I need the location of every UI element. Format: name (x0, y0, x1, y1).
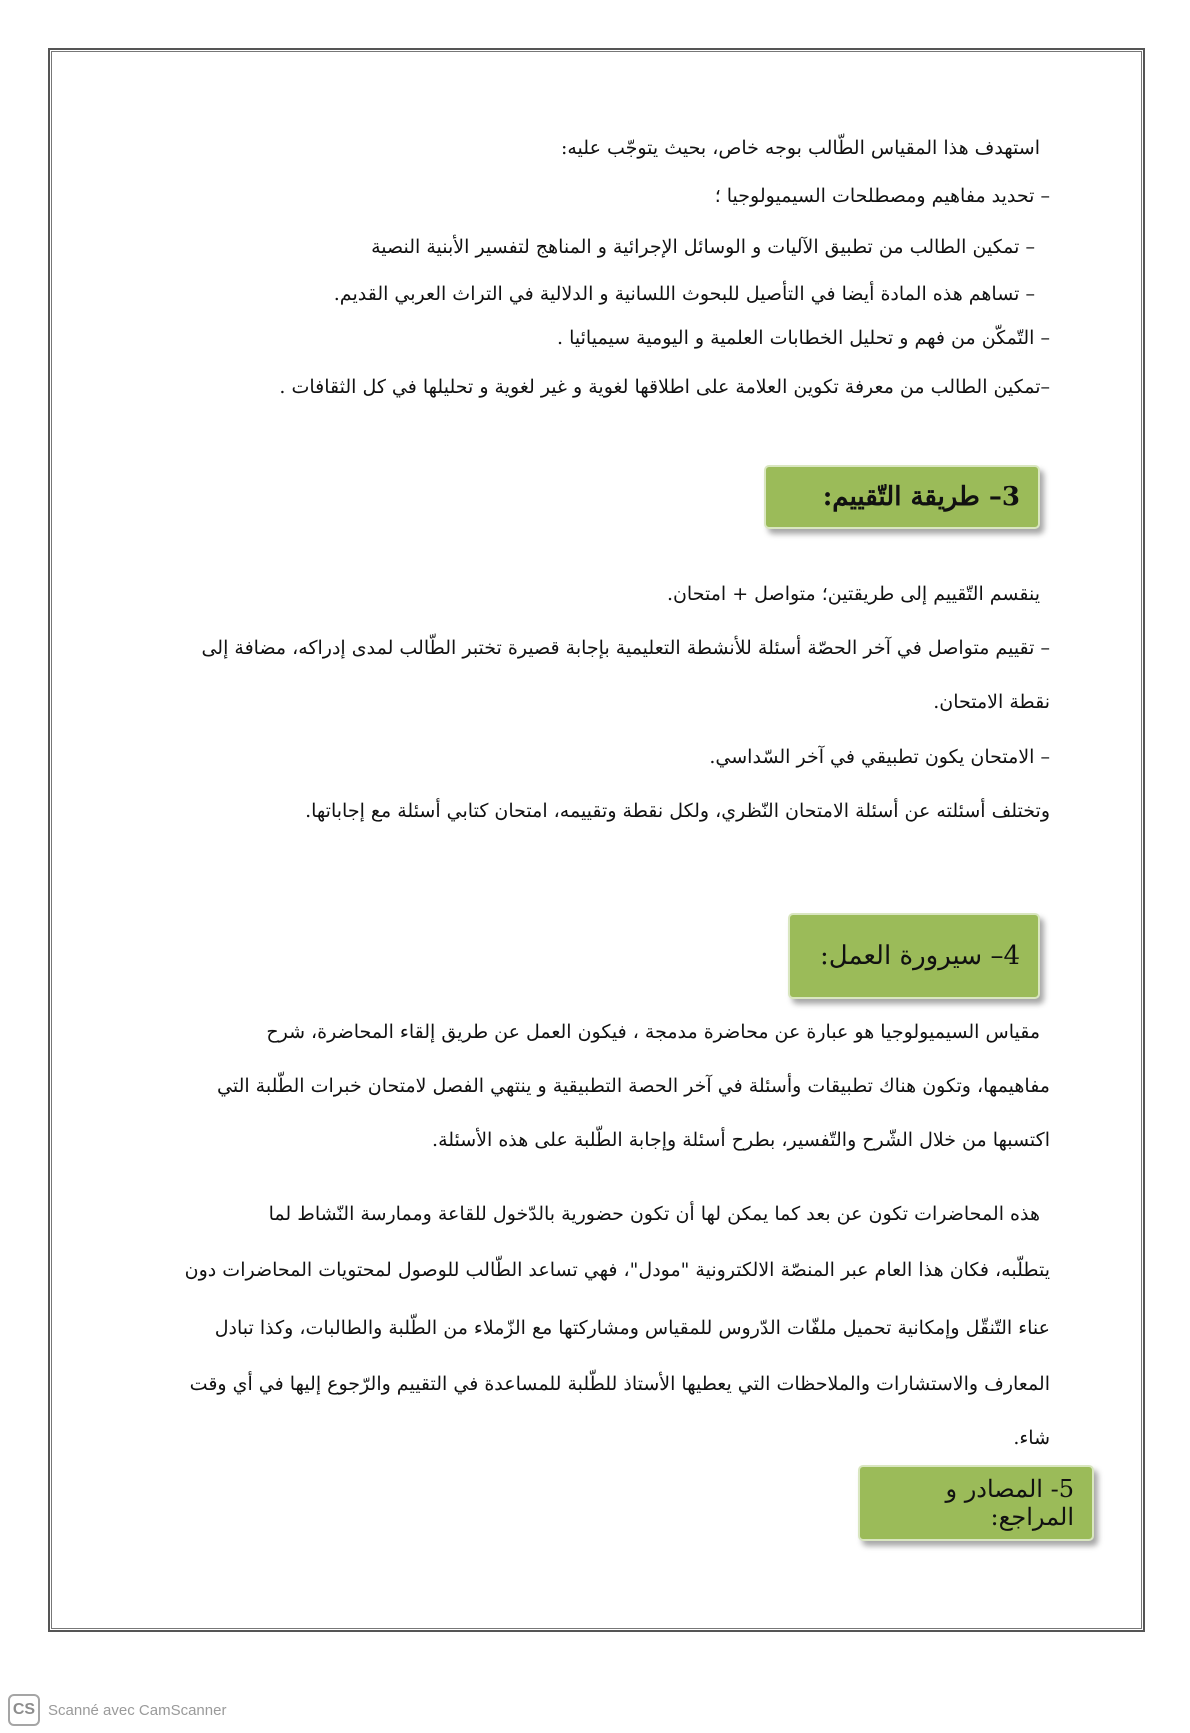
objective-item: – تحديد مفاهيم ومصطلحات السيميولوجيا ؛ (714, 185, 1050, 207)
objective-item: –تمكين الطالب من معرفة تكوين العلامة على اطلاقها لغوية و غير لغوية و تحليلها في كل الثقافات . (279, 376, 1050, 398)
workflow-line: يتطلّبه، فكان هذا العام عبر المنصّة الالكترونية "مودل"، فهي تساعد الطّالب للوصول لمحتويات المحاضرات دون (184, 1259, 1050, 1281)
workflow-line: شاء. (1013, 1427, 1050, 1449)
camscanner-watermark (8, 1694, 226, 1726)
objective-item: – تساهم هذه المادة أيضا في التأصيل للبحوث اللسانية و الدلالية في التراث العربي القديم. (333, 283, 1035, 305)
objective-item: – تمكين الطالب من تطبيق الآليات و الوسائل الإجرائية و المناهج لتفسير الأبنية النصية (371, 236, 1035, 258)
objective-item: – التّمكّن من فهم و تحليل الخطابات العلمية و اليومية سيميائيا . (557, 327, 1050, 349)
workflow-line: مفاهيمها، وتكون هناك تطبيقات وأسئلة في آخر الحصة التطبيقية و ينتهي الفصل لامتحان خبرات الطّلبة التي (217, 1075, 1050, 1097)
workflow-line: عناء التّنقّل وإمكانية تحميل ملفّات الدّروس للمقياس ومشاركتها مع الزّملاء من الطّلبة والطالبات، وكذا تبادل (214, 1317, 1050, 1339)
workflow-line: اكتسبها من خلال الشّرح والتّفسير، بطرح أسئلة وإجابة الطّلبة على هذه الأسئلة. (432, 1129, 1050, 1151)
camscanner-text: Scanné avec CamScanner (48, 1701, 227, 1719)
evaluation-line: نقطة الامتحان. (933, 691, 1050, 713)
camscanner-logo: CS (8, 1694, 40, 1726)
evaluation-line: – الامتحان يكون تطبيقي في آخر السّداسي. (709, 746, 1050, 768)
workflow-line: المعارف والاستشارات والملاحظات التي يعطيها الأستاذ للطّلبة للمساعدة في التقييم والرّجوع إليها في أي وقت (189, 1373, 1050, 1395)
evaluation-line: – تقييم متواصل في آخر الحصّة أسئلة للأنشطة التعليمية بإجابة قصيرة تختبر الطّالب لمدى إدراكه، مضافة إلى (201, 637, 1050, 659)
section-5-heading: 5- المصادر و المراجع: (858, 1465, 1094, 1541)
section-4-heading: 4– سيرورة العمل: (788, 913, 1040, 999)
objectives-intro: استهدف هذا المقياس الطّالب بوجه خاص، بحيث يتوجّب عليه: (560, 137, 1040, 159)
evaluation-line: ينقسم التّقييم إلى طريقتين؛ متواصل + امتحان. (666, 583, 1040, 605)
workflow-line: مقياس السيميولوجيا هو عبارة عن محاضرة مدمجة ، فيكون العمل عن طريق إلقاء المحاضرة، شرح (266, 1021, 1040, 1043)
workflow-line: هذه المحاضرات تكون عن بعد كما يمكن لها أن تكون حضورية بالدّخول للقاعة وممارسة النّشاط لما (268, 1203, 1040, 1225)
evaluation-line: وتختلف أسئلته عن أسئلة الامتحان النّظري، ولكل نقطة وتقييمه، امتحان كتابي أسئلة مع إجاباتها. (305, 800, 1050, 822)
section-3-heading: 3– طريقة التّقييم: (764, 465, 1040, 529)
